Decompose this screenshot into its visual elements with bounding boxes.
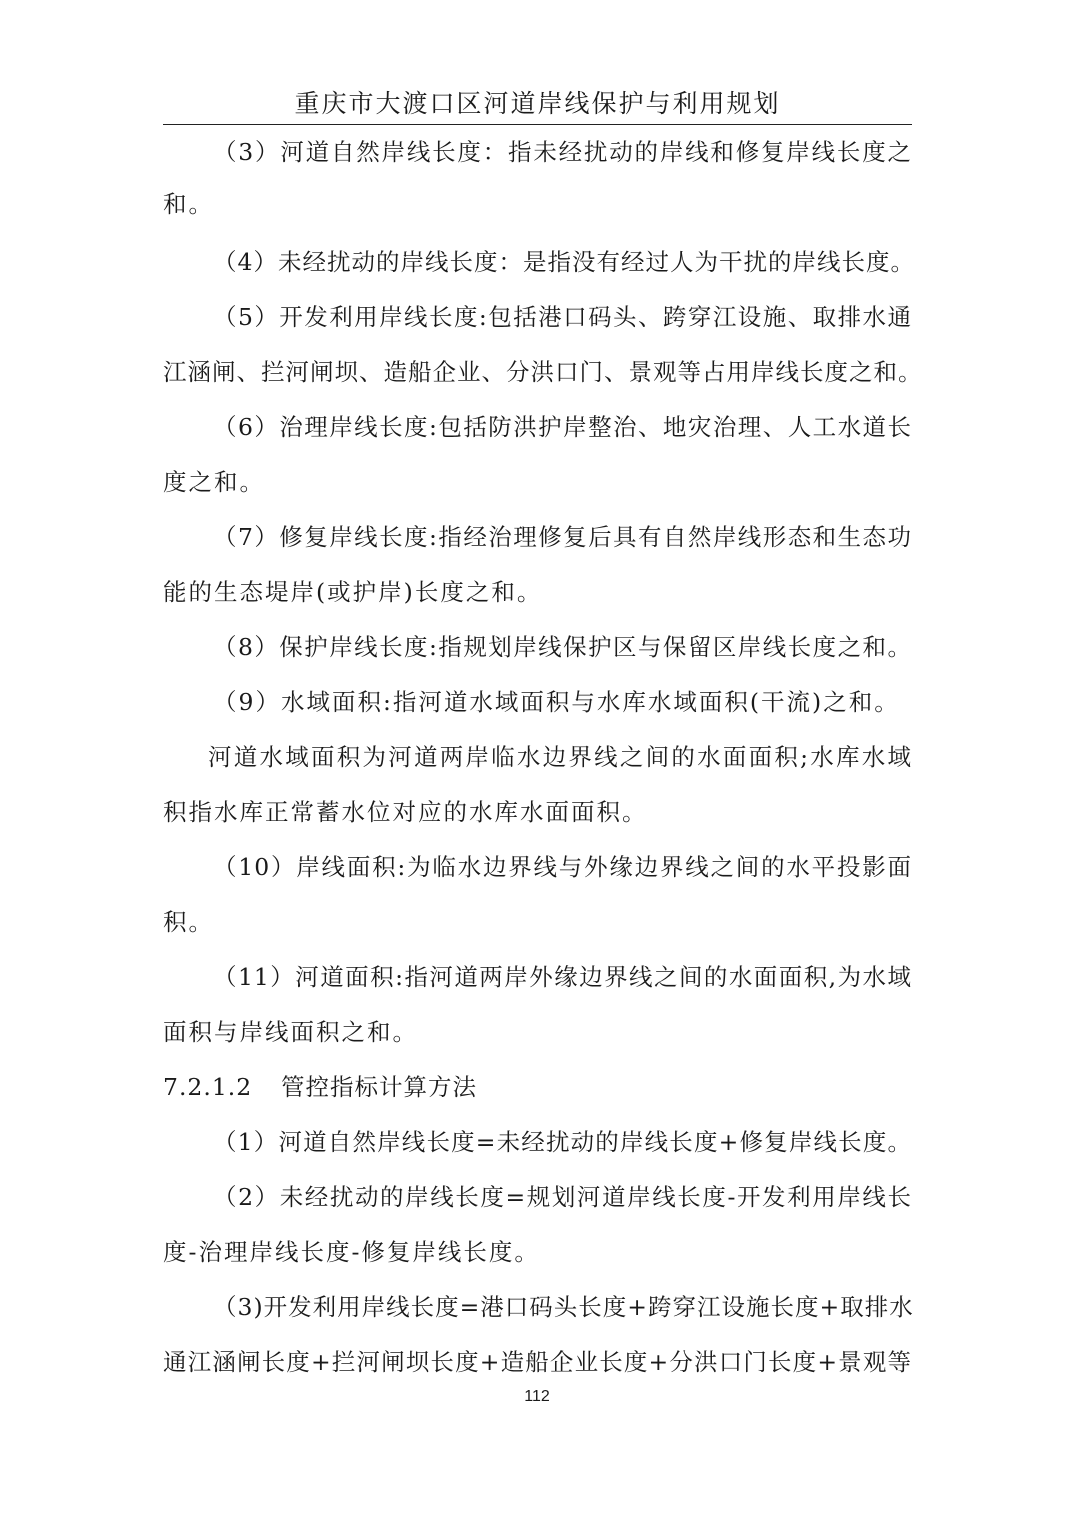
paragraph-line: 河道水域面积为河道两岸临水边界线之间的水面面积;水库水域 — [208, 743, 912, 771]
paragraph-line: 度-治理岸线长度-修复岸线长度。 — [163, 1238, 540, 1266]
paragraph-line: （8）保护岸线长度:指规划岸线保护区与保留区岸线长度之和。 — [213, 633, 912, 661]
paragraph-line: （5）开发利用岸线长度:包括港口码头、跨穿江设施、取排水通 — [213, 303, 912, 331]
paragraph-line: （6）治理岸线长度:包括防洪护岸整治、地灾治理、人工水道长 — [213, 413, 912, 441]
paragraph-line: （3)开发利用岸线长度=港口码头长度+跨穿江设施长度+取排水 — [213, 1293, 914, 1321]
running-header: 重庆市大渡口区河道岸线保护与利用规划 — [294, 89, 781, 118]
paragraph-line: （2）未经扰动的岸线长度=规划河道岸线长度-开发利用岸线长 — [213, 1183, 912, 1211]
paragraph-line: （10）岸线面积:为临水边界线与外缘边界线之间的水平投影面 — [213, 853, 912, 881]
paragraph-line: 面积与岸线面积之和。 — [163, 1018, 418, 1046]
paragraph-line: （9）水域面积:指河道水域面积与水库水域面积(干流)之和。 — [213, 688, 900, 716]
section-title: 管控指标计算方法 — [281, 1073, 477, 1101]
paragraph-line: 能的生态堤岸(或护岸)长度之和。 — [163, 578, 543, 606]
page-number: 112 — [524, 1388, 550, 1405]
paragraph-line: （3）河道自然岸线长度：指未经扰动的岸线和修复岸线长度之 — [213, 138, 912, 166]
paragraph-line: 通江涵闸长度+拦河闸坝长度+造船企业长度+分洪口门长度+景观等 — [163, 1348, 912, 1376]
paragraph-line: （11）河道面积:指河道两岸外缘边界线之间的水面面积,为水域 — [213, 963, 912, 991]
paragraph-line: 和。 — [163, 190, 214, 218]
section-number: 7.2.1.2 — [163, 1073, 253, 1101]
paragraph-line: （7）修复岸线长度:指经治理修复后具有自然岸线形态和生态功 — [213, 523, 912, 551]
paragraph-line: 度之和。 — [163, 468, 265, 496]
paragraph-line: （1）河道自然岸线长度=未经扰动的岸线长度+修复岸线长度。 — [213, 1128, 912, 1156]
paragraph-line: 积。 — [163, 908, 214, 936]
section-heading — [163, 1059, 477, 1115]
paragraph-line: （4）未经扰动的岸线长度：是指没有经过人为干扰的岸线长度。 — [213, 248, 915, 276]
paragraph-line: 积指水库正常蓄水位对应的水库水面面积。 — [163, 798, 648, 826]
paragraph-line: 江涵闸、拦河闸坝、造船企业、分洪口门、景观等占用岸线长度之和。 — [163, 358, 923, 386]
